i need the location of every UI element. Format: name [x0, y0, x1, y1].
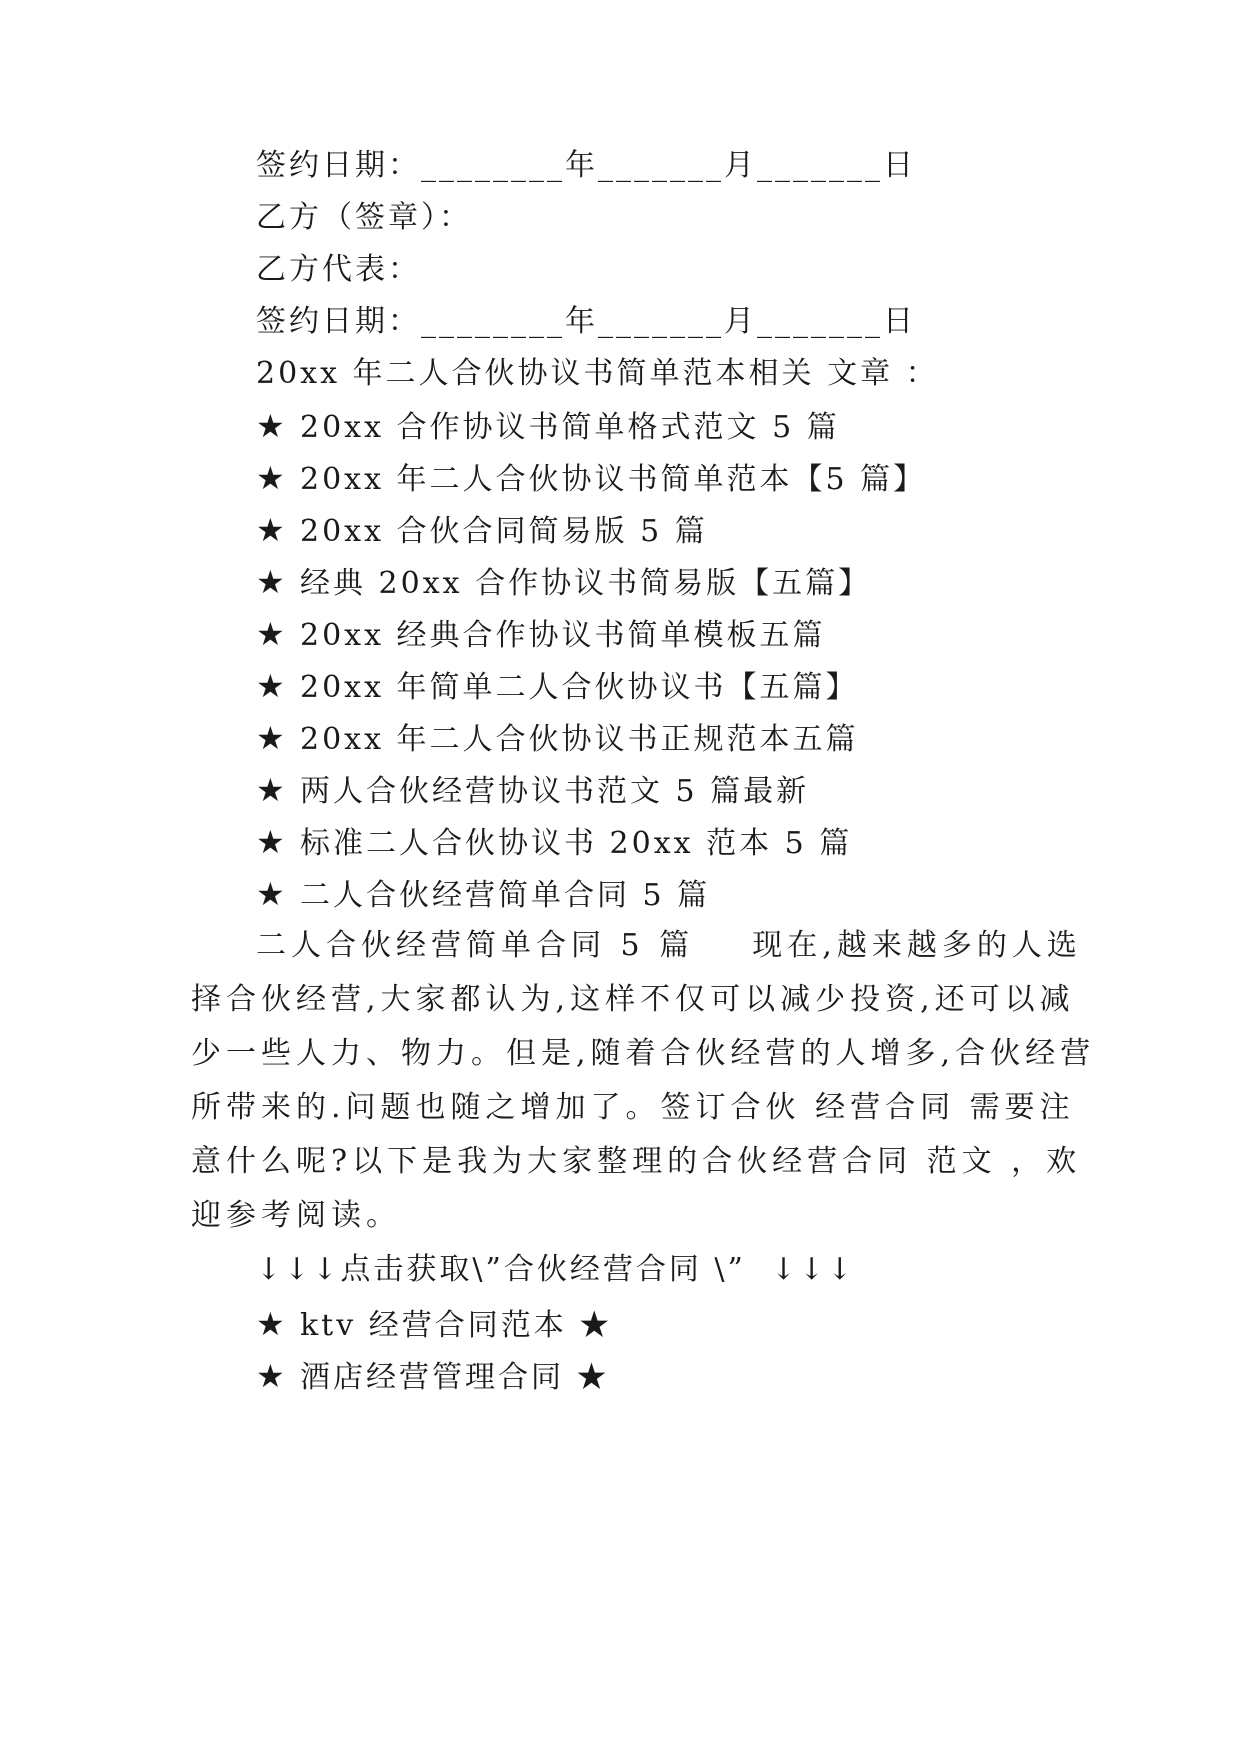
related-article-link[interactable] [256, 874, 710, 916]
party-b-rep-label: 乙方代表： [256, 252, 421, 287]
related-article-title: 20xx 合伙合同简易版 5 篇 [300, 514, 708, 549]
contract-link-title: ktv 经营合同范本 ★ [300, 1308, 613, 1343]
party-b-seal-label: 乙方（签章）： [256, 200, 472, 235]
article-paragraph-line: 少一些人力、物力。但是,随着合伙经营的人增多,合伙经营 [191, 1036, 1096, 1071]
related-article-title: 20xx 合作协议书简单格式范文 5 篇 [300, 410, 840, 445]
star-icon: ★ [256, 875, 288, 913]
related-article-link[interactable] [256, 562, 871, 604]
related-article-link[interactable] [256, 718, 859, 760]
star-icon: ★ [256, 563, 288, 601]
party-a-date-line: 签约日期：________年_______月_______日 [256, 148, 916, 183]
star-icon: ★ [256, 823, 288, 861]
star-icon: ★ [256, 511, 288, 549]
related-article-title: 二人合伙经营简单合同 5 篇 [300, 878, 711, 913]
star-icon: ★ [256, 771, 288, 809]
related-article-title: 标准二人合伙协议书 20xx 范本 5 篇 [300, 826, 853, 861]
related-article-link[interactable] [256, 770, 809, 812]
related-article-title: 20xx 年二人合伙协议书简单范本【5 篇】 [300, 462, 927, 497]
article-paragraph-line: 意什么呢?以下是我为大家整理的合伙经营合同 范文 ，欢 [191, 1144, 1082, 1179]
contract-link-title: 酒店经营管理合同 ★ [300, 1360, 610, 1395]
article-paragraph-line: 择合伙经营,大家都认为,这样不仅可以减少投资,还可以减 [191, 982, 1075, 1017]
related-article-link[interactable] [256, 406, 840, 448]
related-article-title: 两人合伙经营协议书范文 5 篇最新 [300, 774, 810, 809]
contract-link[interactable] [256, 1356, 610, 1398]
contract-link[interactable] [256, 1304, 612, 1346]
related-article-link[interactable] [256, 822, 852, 864]
star-icon: ★ [256, 1305, 288, 1343]
related-article-link[interactable] [256, 458, 926, 500]
party-b-date-line: 签约日期：________年_______月_______日 [256, 304, 916, 339]
article-paragraph-line: 二人合伙经营简单合同 5 篇 现在,越来越多的人选 [256, 928, 1082, 963]
related-article-title: 20xx 经典合作协议书简单模板五篇 [300, 618, 826, 653]
star-icon: ★ [256, 719, 288, 757]
star-icon: ★ [256, 615, 288, 653]
star-icon: ★ [256, 1357, 288, 1395]
related-articles-heading: 20xx 年二人合伙协议书简单范本相关 文章 ： [256, 356, 939, 391]
article-paragraph-line: 迎参考阅读。 [191, 1198, 401, 1233]
star-icon: ★ [256, 407, 288, 445]
related-article-title: 20xx 年简单二人合伙协议书【五篇】 [300, 670, 859, 705]
star-icon: ★ [256, 667, 288, 705]
related-article-title: 经典 20xx 合作协议书简易版【五篇】 [300, 566, 872, 601]
related-article-link[interactable] [256, 614, 826, 656]
star-icon: ★ [256, 459, 288, 497]
related-article-link[interactable] [256, 666, 859, 708]
article-paragraph-line: 所带来的.问题也随之增加了。签订合伙 经营合同 需要注 [191, 1090, 1075, 1125]
related-article-title: 20xx 年二人合伙协议书正规范本五篇 [300, 722, 859, 757]
click-to-get-link[interactable]: ↓↓↓点击获取\”合伙经营合同 \” ↓↓↓ [256, 1252, 856, 1287]
related-article-link[interactable] [256, 510, 708, 552]
